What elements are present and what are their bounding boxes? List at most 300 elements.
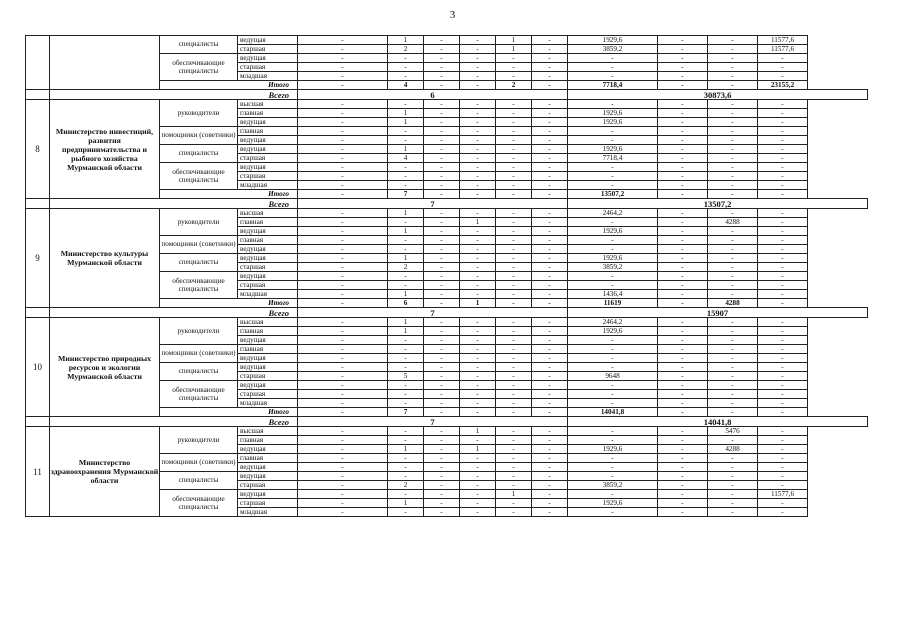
value-cell: - <box>708 318 758 327</box>
value-cell: - <box>496 263 532 272</box>
value-cell: - <box>708 100 758 109</box>
value-cell: - <box>298 218 388 227</box>
value-cell: - <box>708 109 758 118</box>
value-cell: - <box>758 136 808 145</box>
value-cell: - <box>298 163 388 172</box>
table-row <box>26 209 868 218</box>
vsego-sum: 15907 <box>568 308 868 318</box>
level-cell: ведущая <box>238 354 298 363</box>
value-cell: - <box>758 72 808 81</box>
level-cell: ведущая <box>238 163 298 172</box>
value-cell: - <box>298 354 388 363</box>
value-cell: - <box>658 254 708 263</box>
value-cell: - <box>658 454 708 463</box>
itogo-value: 4288 <box>708 299 758 308</box>
value-cell: - <box>568 490 658 499</box>
value-cell: 1 <box>388 227 424 236</box>
value-cell: - <box>388 427 424 436</box>
category-cell: обеспечивающие специалисты <box>160 490 238 517</box>
level-cell: старшая <box>238 499 298 508</box>
value-cell: 2 <box>388 481 424 490</box>
value-cell: - <box>532 472 568 481</box>
value-cell: - <box>708 63 758 72</box>
itogo-value: 1 <box>460 299 496 308</box>
value-cell: - <box>658 399 708 408</box>
itogo-value: 2 <box>496 81 532 90</box>
value-cell: 1 <box>388 445 424 454</box>
level-cell: главная <box>238 127 298 136</box>
category-cell: помощники (советники) <box>160 236 238 254</box>
value-cell: - <box>658 281 708 290</box>
vsego-label: Всего <box>50 308 298 318</box>
value-cell: - <box>658 372 708 381</box>
level-cell: младшая <box>238 290 298 299</box>
value-cell: - <box>532 72 568 81</box>
value-cell: - <box>496 327 532 336</box>
value-cell: - <box>298 145 388 154</box>
itogo-value: 13507,2 <box>568 190 658 199</box>
value-cell: - <box>532 172 568 181</box>
value-cell: - <box>532 490 568 499</box>
value-cell: - <box>460 354 496 363</box>
value-cell: - <box>496 236 532 245</box>
value-cell: - <box>708 127 758 136</box>
value-cell: 1 <box>496 45 532 54</box>
value-cell: - <box>708 245 758 254</box>
value-cell: - <box>460 63 496 72</box>
value-cell: 1 <box>388 327 424 336</box>
value-cell: - <box>568 72 658 81</box>
value-cell: - <box>708 281 758 290</box>
value-cell: - <box>658 209 708 218</box>
value-cell: 1929,6 <box>568 499 658 508</box>
value-cell: - <box>388 181 424 190</box>
value-cell: - <box>388 136 424 145</box>
value-cell: - <box>532 45 568 54</box>
itogo-value: - <box>658 408 708 417</box>
value-cell: - <box>460 381 496 390</box>
value-cell: - <box>568 245 658 254</box>
itogo-value: - <box>298 408 388 417</box>
value-cell: - <box>496 454 532 463</box>
value-cell: - <box>298 372 388 381</box>
value-cell: - <box>388 454 424 463</box>
itogo-value: - <box>758 299 808 308</box>
itogo-value: - <box>424 81 460 90</box>
value-cell: - <box>424 254 460 263</box>
value-cell: - <box>388 508 424 517</box>
value-cell: - <box>424 354 460 363</box>
value-cell: - <box>298 490 388 499</box>
value-cell: - <box>424 145 460 154</box>
vsego-sum: 14041,8 <box>568 417 868 427</box>
value-cell: - <box>460 154 496 163</box>
value-cell: - <box>708 390 758 399</box>
value-cell: - <box>532 454 568 463</box>
category-cell: помощники (советники) <box>160 127 238 145</box>
table-row <box>26 318 868 327</box>
itogo-value: - <box>424 299 460 308</box>
value-cell: - <box>298 427 388 436</box>
itogo-label: Итого <box>160 299 298 308</box>
value-cell: - <box>424 263 460 272</box>
level-cell: младшая <box>238 399 298 408</box>
section-number: 10 <box>26 318 50 417</box>
table-row <box>26 427 868 436</box>
value-cell: - <box>460 318 496 327</box>
value-cell: - <box>460 236 496 245</box>
value-cell: - <box>758 163 808 172</box>
value-cell: - <box>460 172 496 181</box>
level-cell: ведущая <box>238 272 298 281</box>
value-cell: - <box>532 218 568 227</box>
value-cell: - <box>298 45 388 54</box>
value-cell: - <box>388 218 424 227</box>
value-cell: - <box>708 254 758 263</box>
category-cell: обеспечивающие специалисты <box>160 163 238 190</box>
value-cell: - <box>460 72 496 81</box>
value-cell: - <box>758 508 808 517</box>
value-cell: - <box>658 427 708 436</box>
value-cell: - <box>460 100 496 109</box>
value-cell: - <box>388 390 424 399</box>
itogo-value: - <box>460 408 496 417</box>
vsego-blank <box>26 199 50 209</box>
value-cell: - <box>388 63 424 72</box>
value-cell: - <box>298 281 388 290</box>
value-cell: 11577,6 <box>758 490 808 499</box>
value-cell: 2464,2 <box>568 318 658 327</box>
value-cell: - <box>708 54 758 63</box>
value-cell: - <box>758 254 808 263</box>
value-cell: - <box>532 227 568 236</box>
value-cell: - <box>298 118 388 127</box>
category-cell: специалисты <box>160 363 238 381</box>
value-cell: - <box>298 72 388 81</box>
value-cell: - <box>532 290 568 299</box>
value-cell: - <box>658 463 708 472</box>
level-cell: главная <box>238 345 298 354</box>
value-cell: - <box>658 245 708 254</box>
value-cell: - <box>388 363 424 372</box>
itogo-label: Итого <box>160 408 298 417</box>
value-cell: - <box>388 399 424 408</box>
level-cell: ведущая <box>238 136 298 145</box>
value-cell: - <box>708 163 758 172</box>
value-cell: - <box>658 63 708 72</box>
value-cell: - <box>532 209 568 218</box>
value-cell: - <box>424 327 460 336</box>
vsego-count: 7 <box>298 417 568 427</box>
value-cell: - <box>758 245 808 254</box>
value-cell: - <box>460 209 496 218</box>
value-cell: - <box>496 172 532 181</box>
value-cell: 1 <box>388 254 424 263</box>
value-cell: - <box>658 363 708 372</box>
value-cell: - <box>460 263 496 272</box>
level-cell: главная <box>238 109 298 118</box>
value-cell: - <box>298 290 388 299</box>
itogo-value: 4 <box>388 81 424 90</box>
table-row <box>26 100 868 109</box>
value-cell: - <box>388 354 424 363</box>
value-cell: - <box>460 454 496 463</box>
value-cell: - <box>568 172 658 181</box>
value-cell: - <box>424 163 460 172</box>
value-cell: - <box>460 290 496 299</box>
value-cell: - <box>708 236 758 245</box>
value-cell: - <box>708 472 758 481</box>
value-cell: - <box>758 454 808 463</box>
value-cell: - <box>532 399 568 408</box>
value-cell: - <box>532 281 568 290</box>
value-cell: - <box>388 163 424 172</box>
value-cell: 1929,6 <box>568 254 658 263</box>
value-cell: - <box>758 381 808 390</box>
value-cell: - <box>532 236 568 245</box>
value-cell: - <box>658 36 708 45</box>
level-cell: младшая <box>238 508 298 517</box>
category-cell: специалисты <box>160 36 238 54</box>
itogo-value: - <box>708 81 758 90</box>
category-cell: руководители <box>160 100 238 127</box>
value-cell: - <box>758 390 808 399</box>
value-cell: - <box>568 363 658 372</box>
value-cell: - <box>568 427 658 436</box>
value-cell: - <box>388 172 424 181</box>
level-cell: старшая <box>238 45 298 54</box>
value-cell: - <box>496 390 532 399</box>
value-cell: 5476 <box>708 427 758 436</box>
itogo-value: - <box>532 81 568 90</box>
value-cell: - <box>298 136 388 145</box>
value-cell: - <box>424 381 460 390</box>
value-cell: - <box>298 481 388 490</box>
value-cell: - <box>496 508 532 517</box>
value-cell: - <box>298 445 388 454</box>
value-cell: 2 <box>388 45 424 54</box>
level-cell: ведущая <box>238 245 298 254</box>
value-cell: - <box>460 245 496 254</box>
category-cell: помощники (советники) <box>160 454 238 472</box>
value-cell: - <box>298 63 388 72</box>
value-cell: - <box>532 254 568 263</box>
ministry-name: Министерство культуры Мурманской области <box>50 209 160 308</box>
value-cell: - <box>298 436 388 445</box>
value-cell: - <box>708 381 758 390</box>
value-cell: - <box>758 181 808 190</box>
value-cell: 4 <box>388 154 424 163</box>
value-cell: - <box>708 372 758 381</box>
value-cell: 4288 <box>708 445 758 454</box>
vsego-count: 7 <box>298 308 568 318</box>
value-cell: - <box>758 145 808 154</box>
value-cell: - <box>424 481 460 490</box>
value-cell: - <box>496 145 532 154</box>
value-cell: 1 <box>460 427 496 436</box>
value-cell: - <box>424 427 460 436</box>
value-cell: - <box>658 227 708 236</box>
level-cell: ведущая <box>238 118 298 127</box>
value-cell: 3859,2 <box>568 45 658 54</box>
level-cell: ведущая <box>238 54 298 63</box>
value-cell: - <box>424 436 460 445</box>
value-cell: - <box>388 245 424 254</box>
value-cell: - <box>532 336 568 345</box>
level-cell: старшая <box>238 390 298 399</box>
value-cell: - <box>658 154 708 163</box>
value-cell: - <box>424 209 460 218</box>
value-cell: - <box>758 227 808 236</box>
value-cell: - <box>532 445 568 454</box>
value-cell: 1436,4 <box>568 290 658 299</box>
value-cell: - <box>298 36 388 45</box>
vsego-label: Всего <box>50 199 298 209</box>
value-cell: - <box>388 54 424 63</box>
value-cell: - <box>532 381 568 390</box>
value-cell: - <box>388 100 424 109</box>
itogo-value: - <box>298 81 388 90</box>
level-cell: старшая <box>238 172 298 181</box>
level-cell: главная <box>238 218 298 227</box>
category-cell: помощники (советники) <box>160 345 238 363</box>
value-cell: - <box>658 318 708 327</box>
value-cell: - <box>532 463 568 472</box>
value-cell: - <box>708 363 758 372</box>
category-cell: руководители <box>160 427 238 454</box>
section-number: 11 <box>26 427 50 517</box>
level-cell: ведущая <box>238 463 298 472</box>
value-cell: - <box>496 181 532 190</box>
itogo-value: 6 <box>388 299 424 308</box>
itogo-value: - <box>532 299 568 308</box>
value-cell: - <box>532 499 568 508</box>
value-cell: - <box>532 481 568 490</box>
value-cell: - <box>532 181 568 190</box>
value-cell: - <box>460 372 496 381</box>
value-cell: - <box>532 36 568 45</box>
value-cell: - <box>460 436 496 445</box>
value-cell: 1 <box>460 445 496 454</box>
value-cell: - <box>460 109 496 118</box>
value-cell: - <box>496 100 532 109</box>
value-cell: - <box>658 336 708 345</box>
value-cell: 9648 <box>568 372 658 381</box>
value-cell: - <box>496 109 532 118</box>
value-cell: - <box>424 508 460 517</box>
value-cell: - <box>460 254 496 263</box>
value-cell: - <box>568 236 658 245</box>
value-cell: - <box>758 463 808 472</box>
value-cell: - <box>532 109 568 118</box>
value-cell: - <box>568 54 658 63</box>
value-cell: - <box>568 454 658 463</box>
value-cell: - <box>496 245 532 254</box>
value-cell: - <box>496 227 532 236</box>
value-cell: - <box>532 318 568 327</box>
value-cell: 3859,2 <box>568 263 658 272</box>
value-cell: - <box>460 36 496 45</box>
value-cell: - <box>758 290 808 299</box>
level-cell: ведущая <box>238 472 298 481</box>
level-cell: старшая <box>238 281 298 290</box>
value-cell: 1 <box>460 218 496 227</box>
value-cell: - <box>424 281 460 290</box>
value-cell: - <box>496 363 532 372</box>
value-cell: - <box>388 281 424 290</box>
value-cell: - <box>568 345 658 354</box>
category-cell: специалисты <box>160 472 238 490</box>
value-cell: - <box>460 481 496 490</box>
value-cell: - <box>298 472 388 481</box>
value-cell: 1 <box>388 290 424 299</box>
itogo-value: - <box>298 190 388 199</box>
vsego-label: Всего <box>50 90 298 100</box>
value-cell: - <box>424 399 460 408</box>
value-cell: - <box>298 245 388 254</box>
value-cell: - <box>532 54 568 63</box>
value-cell: - <box>298 263 388 272</box>
value-cell: - <box>298 454 388 463</box>
level-cell: младшая <box>238 181 298 190</box>
value-cell: - <box>758 336 808 345</box>
value-cell: - <box>658 163 708 172</box>
value-cell: - <box>496 209 532 218</box>
value-cell: - <box>298 272 388 281</box>
value-cell: 1929,6 <box>568 227 658 236</box>
itogo-value: - <box>708 408 758 417</box>
value-cell: - <box>424 290 460 299</box>
value-cell: - <box>496 318 532 327</box>
value-cell: - <box>424 218 460 227</box>
value-cell: - <box>532 427 568 436</box>
category-cell: обеспечивающие специалисты <box>160 381 238 408</box>
value-cell: - <box>424 236 460 245</box>
value-cell: - <box>568 63 658 72</box>
value-cell: 1 <box>388 318 424 327</box>
itogo-value: - <box>496 408 532 417</box>
value-cell: - <box>532 436 568 445</box>
value-cell: - <box>758 272 808 281</box>
value-cell: - <box>298 363 388 372</box>
level-cell: главная <box>238 327 298 336</box>
value-cell: - <box>708 272 758 281</box>
value-cell: - <box>708 209 758 218</box>
value-cell: - <box>496 372 532 381</box>
value-cell: - <box>658 118 708 127</box>
value-cell: - <box>758 436 808 445</box>
section-number: 9 <box>26 209 50 308</box>
value-cell: 1929,6 <box>568 445 658 454</box>
itogo-label: Итого <box>160 190 298 199</box>
value-cell: - <box>532 63 568 72</box>
value-cell: - <box>658 272 708 281</box>
value-cell: - <box>460 181 496 190</box>
value-cell: 11577,6 <box>758 45 808 54</box>
value-cell: - <box>424 445 460 454</box>
value-cell: - <box>496 381 532 390</box>
level-cell: главная <box>238 236 298 245</box>
value-cell: - <box>298 399 388 408</box>
value-cell: - <box>424 72 460 81</box>
value-cell: - <box>388 381 424 390</box>
value-cell: - <box>708 499 758 508</box>
value-cell: - <box>758 445 808 454</box>
itogo-value: - <box>298 299 388 308</box>
itogo-value: 23155,2 <box>758 81 808 90</box>
value-cell: - <box>568 508 658 517</box>
value-cell: - <box>424 36 460 45</box>
